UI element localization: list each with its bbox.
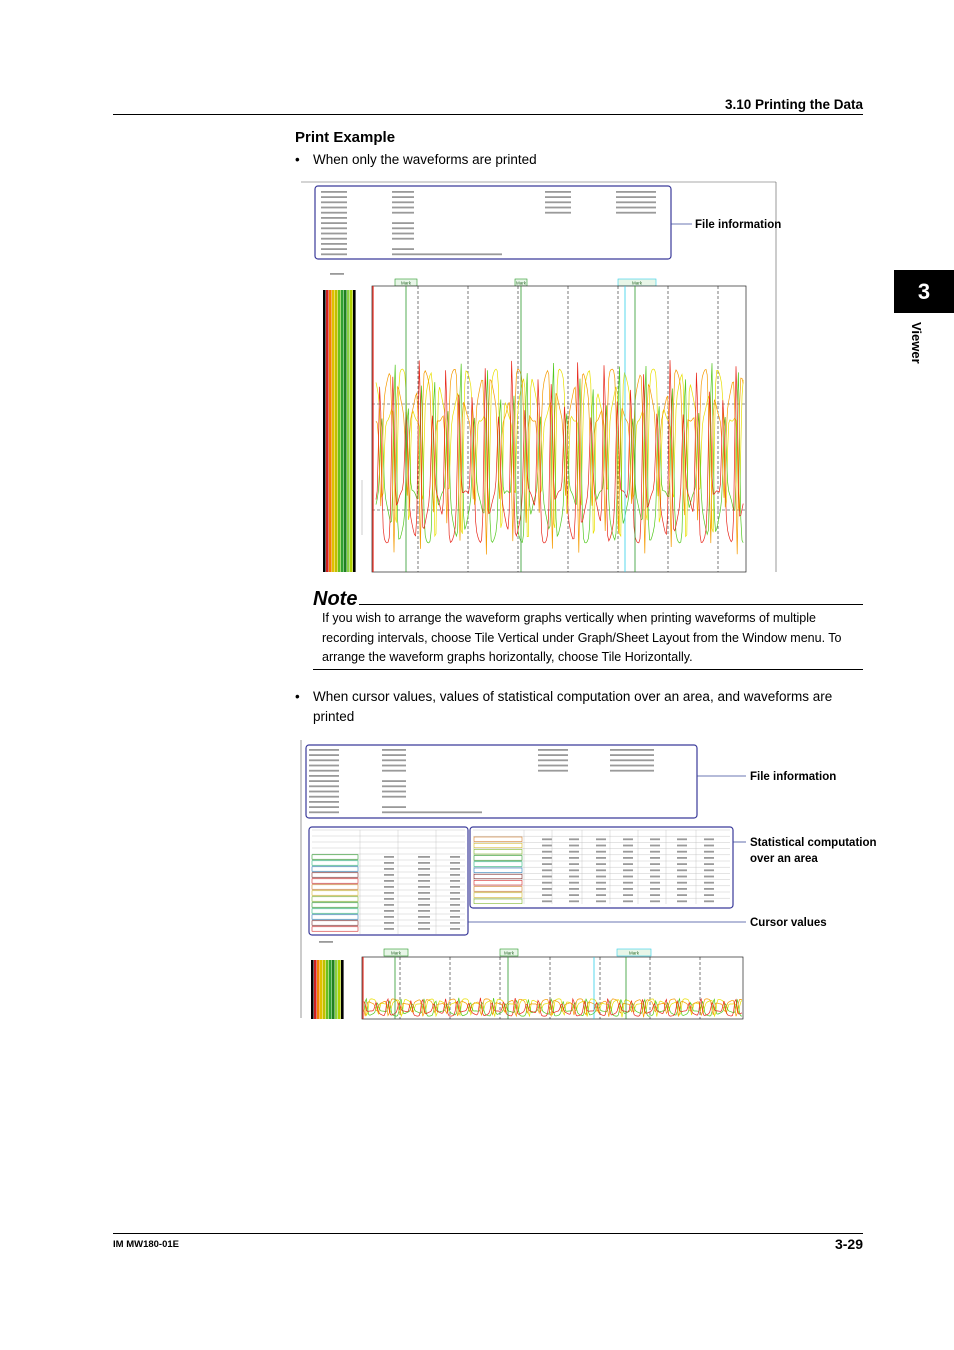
file-info-entry <box>538 759 568 761</box>
channel-cell <box>312 897 358 901</box>
footer-rule <box>113 1233 863 1234</box>
channel-color-bar <box>329 960 332 1019</box>
file-info-entry <box>309 801 339 803</box>
file-info-entry <box>382 811 482 813</box>
bullet-waveforms-only <box>295 150 855 170</box>
file-info-entry <box>321 253 347 255</box>
channel-color-bar <box>332 290 335 572</box>
table-cell <box>650 857 660 859</box>
file-info-entry <box>309 770 339 772</box>
channel-color-bar <box>347 290 350 572</box>
table-cell <box>596 863 606 865</box>
figure2-graphics <box>301 740 746 1019</box>
table-cell <box>418 874 430 876</box>
table-cell <box>384 928 394 930</box>
table-cell <box>650 894 660 896</box>
table-cell <box>450 928 460 930</box>
file-info-entry <box>382 754 406 756</box>
table-cell <box>450 904 460 906</box>
file-info-entry <box>610 765 654 767</box>
file-info-entry <box>321 196 347 198</box>
table-cell <box>542 888 552 890</box>
file-info-entry <box>382 791 406 793</box>
table-cell <box>650 876 660 878</box>
table-cell <box>569 845 579 847</box>
table-cell <box>450 874 460 876</box>
table-cell <box>450 910 460 912</box>
table-cell <box>450 892 460 894</box>
file-info-entry <box>309 806 339 808</box>
table-cell <box>384 856 394 858</box>
file-info-entry <box>309 791 339 793</box>
table-cell <box>677 900 687 902</box>
file-info-entry <box>392 191 414 193</box>
file-info-entry <box>616 207 656 209</box>
table-cell <box>596 894 606 896</box>
channel-cell <box>474 880 522 885</box>
table-cell <box>542 863 552 865</box>
file-info-entry <box>392 233 414 235</box>
table-cell <box>650 851 660 853</box>
print-example-heading: Print Example <box>295 129 396 146</box>
file-info-entry <box>610 770 654 772</box>
table-cell <box>650 888 660 890</box>
table-cell <box>569 851 579 853</box>
mark-tag-label: Mark <box>632 280 642 286</box>
file-info-entry <box>610 749 654 751</box>
file-info-entry <box>321 233 347 235</box>
bullet-cursor-stats <box>295 687 855 727</box>
figure-waveforms-print <box>300 180 780 575</box>
file-info-entry <box>309 780 339 782</box>
table-cell <box>542 857 552 859</box>
file-info-entry <box>538 770 568 772</box>
channel-color-bar <box>314 960 317 1019</box>
figure-cursor-stats-print <box>300 738 760 1020</box>
file-info-entry <box>545 201 571 203</box>
table-cell <box>384 916 394 918</box>
file-info-entry <box>382 749 406 751</box>
table-cell <box>596 838 606 840</box>
channel-cell <box>312 915 358 919</box>
table-cell <box>418 922 430 924</box>
table-cell <box>450 868 460 870</box>
table-cell <box>542 869 552 871</box>
channel-cell <box>474 837 522 842</box>
table-cell <box>704 900 714 902</box>
file-info-entry <box>392 248 414 250</box>
channel-cell <box>474 843 522 848</box>
file-info-entry <box>321 201 347 203</box>
table-cell <box>596 851 606 853</box>
table-cell <box>418 904 430 906</box>
table-cell <box>418 868 430 870</box>
table-cell <box>418 892 430 894</box>
channel-cell <box>474 849 522 854</box>
mark-tag-label: Mark <box>401 280 411 286</box>
table-cell <box>596 888 606 890</box>
channel-color-bar <box>320 960 323 1019</box>
channel-cell <box>474 893 522 898</box>
chapter-label: Viewer <box>909 322 924 364</box>
table-cell <box>542 882 552 884</box>
table-cell <box>650 900 660 902</box>
graph-label <box>319 941 333 943</box>
channel-cell <box>312 861 358 865</box>
table-cell <box>569 882 579 884</box>
file-info-entry <box>309 754 339 756</box>
file-info-entry <box>616 196 656 198</box>
file-info-entry <box>616 191 656 193</box>
file-info-entry <box>321 243 347 245</box>
table-cell <box>450 886 460 888</box>
file-info-entry <box>392 253 502 255</box>
table-cell <box>418 928 430 930</box>
table-cell <box>704 838 714 840</box>
table-cell <box>596 869 606 871</box>
mark-tag-label: Mark <box>516 280 526 286</box>
channel-color-bar <box>335 960 338 1019</box>
file-info-entry <box>545 196 571 198</box>
channel-color-bar <box>338 960 341 1019</box>
file-info-entry <box>392 201 414 203</box>
file-info-entry <box>392 212 414 214</box>
callout-stats-line1: Statistical computation <box>750 837 877 849</box>
file-info-entry <box>309 775 339 777</box>
table-cell <box>677 857 687 859</box>
file-info-entry <box>321 212 347 214</box>
note-rule-top <box>359 604 863 605</box>
file-info-entry <box>392 207 414 209</box>
table-cell <box>542 876 552 878</box>
table-cell <box>450 916 460 918</box>
file-info-entry <box>538 754 568 756</box>
table-cell <box>542 900 552 902</box>
table-cell <box>384 862 394 864</box>
file-info-entry <box>382 785 406 787</box>
table-cell <box>450 862 460 864</box>
table-cell <box>623 888 633 890</box>
table-cell <box>704 869 714 871</box>
table-cell <box>384 898 394 900</box>
table-cell <box>623 882 633 884</box>
file-info-entry <box>321 222 347 224</box>
table-cell <box>542 845 552 847</box>
file-info-entry <box>538 765 568 767</box>
file-info-entry <box>610 759 654 761</box>
channel-color-bar <box>311 960 314 1019</box>
table-cell <box>542 894 552 896</box>
file-info-entry <box>382 770 406 772</box>
channel-cell <box>312 879 358 883</box>
file-info-entry <box>309 759 339 761</box>
file-info-entry <box>616 201 656 203</box>
table-cell <box>623 869 633 871</box>
table-cell <box>623 900 633 902</box>
table-cell <box>623 863 633 865</box>
file-info-entry <box>545 212 571 214</box>
channel-color-bar <box>326 960 329 1019</box>
channel-color-bar <box>329 290 332 572</box>
file-info-entry <box>321 217 347 219</box>
table-cell <box>569 900 579 902</box>
table-cell <box>623 876 633 878</box>
file-info-entry <box>321 191 347 193</box>
channel-cell <box>312 927 358 931</box>
table-cell <box>623 857 633 859</box>
file-info-entry <box>309 765 339 767</box>
table-cell <box>384 892 394 894</box>
channel-color-bar <box>341 960 344 1019</box>
figure1-graphics <box>301 182 776 572</box>
bullet-text: When only the waveforms are printed <box>313 152 537 167</box>
table-cell <box>623 851 633 853</box>
page-number: 3-29 <box>834 1236 863 1252</box>
table-cell <box>384 874 394 876</box>
table-cell <box>450 922 460 924</box>
channel-color-bar <box>338 290 341 572</box>
table-cell <box>623 838 633 840</box>
table-cell <box>384 904 394 906</box>
bullet-symbol: • <box>295 689 300 704</box>
file-info-entry <box>309 811 339 813</box>
table-cell <box>569 888 579 890</box>
file-info-entry <box>309 785 339 787</box>
table-cell <box>418 862 430 864</box>
file-info-entry <box>392 238 414 240</box>
table-cell <box>650 838 660 840</box>
file-info-entry <box>382 780 406 782</box>
file-info-entry <box>321 227 347 229</box>
table-cell <box>384 886 394 888</box>
channel-color-bar <box>323 290 326 572</box>
channel-cell <box>312 909 358 913</box>
table-cell <box>596 876 606 878</box>
table-cell <box>677 863 687 865</box>
table-cell <box>542 838 552 840</box>
table-cell <box>704 888 714 890</box>
file-info-entry <box>382 765 406 767</box>
file-info-entry <box>309 749 339 751</box>
table-cell <box>650 863 660 865</box>
graph-area <box>362 957 743 1019</box>
channel-cell <box>474 856 522 861</box>
file-info-entry <box>392 222 414 224</box>
table-cell <box>704 876 714 878</box>
note-heading: Note <box>313 588 358 610</box>
channel-cell <box>312 873 358 877</box>
channel-cell <box>312 891 358 895</box>
channel-color-bar <box>332 960 335 1019</box>
channel-color-bar <box>353 290 356 572</box>
channel-cell <box>474 868 522 873</box>
channel-cell <box>312 921 358 925</box>
table-cell <box>569 894 579 896</box>
table-cell <box>384 868 394 870</box>
table-cell <box>569 863 579 865</box>
file-info-entry <box>321 207 347 209</box>
callout-file-information-1: File information <box>695 219 782 231</box>
channel-color-bar <box>323 960 326 1019</box>
table-cell <box>596 900 606 902</box>
table-cell <box>418 916 430 918</box>
graph-area <box>372 286 746 572</box>
channel-color-bar <box>317 960 320 1019</box>
channel-color-bar <box>335 290 338 572</box>
channel-cell <box>474 887 522 892</box>
table-cell <box>677 894 687 896</box>
file-info-entry <box>382 806 406 808</box>
table-cell <box>677 869 687 871</box>
table-cell <box>450 898 460 900</box>
table-cell <box>704 894 714 896</box>
table-cell <box>569 838 579 840</box>
table-cell <box>677 888 687 890</box>
table-cell <box>384 880 394 882</box>
table-cell <box>704 851 714 853</box>
table-cell <box>623 845 633 847</box>
callout-cursor-values: Cursor values <box>750 917 827 929</box>
document-code: IM MW180-01E <box>113 1239 179 1250</box>
note-body: If you wish to arrange the waveform graphs vertically when printing waveforms of multiple recording intervals, choose Tile Vertical under Graph/Sheet Layout from the Window menu. To arrange the waveform graphs horizontally, choose Tile Horizontally. <box>322 611 842 664</box>
table-cell <box>677 838 687 840</box>
channel-color-bar <box>344 290 347 572</box>
header-rule <box>113 114 863 115</box>
table-cell <box>418 910 430 912</box>
table-cell <box>542 851 552 853</box>
table-cell <box>677 882 687 884</box>
table-cell <box>704 857 714 859</box>
channel-cell <box>474 862 522 867</box>
channel-cell <box>312 885 358 889</box>
callout-file-information-2: File information <box>750 771 837 783</box>
mark-tag-label: Mark <box>504 950 514 956</box>
file-info-entry <box>545 191 571 193</box>
channel-color-bar <box>350 290 353 572</box>
channel-cell <box>474 899 522 904</box>
note-rule-bottom <box>313 669 863 670</box>
table-cell <box>704 863 714 865</box>
chapter-tab <box>894 270 954 313</box>
table-cell <box>384 910 394 912</box>
bullet-symbol: • <box>295 152 300 167</box>
channel-cell <box>474 874 522 879</box>
table-cell <box>650 845 660 847</box>
table-cell <box>418 886 430 888</box>
table-cell <box>596 882 606 884</box>
bullet-text: When cursor values, values of statistical computation over an area, and waveforms are printed <box>313 689 833 724</box>
section-title: 3.10 Printing the Data <box>724 97 863 112</box>
file-info-entry <box>321 238 347 240</box>
channel-color-bar <box>341 290 344 572</box>
table-cell <box>384 922 394 924</box>
chapter-number: 3 <box>917 278 931 304</box>
file-info-entry <box>392 196 414 198</box>
table-cell <box>418 856 430 858</box>
file-info-entry <box>610 754 654 756</box>
mark-tag-label: Mark <box>391 950 401 956</box>
table-cell <box>569 857 579 859</box>
table-cell <box>650 882 660 884</box>
graph-label <box>330 273 344 275</box>
file-info-entry <box>616 212 656 214</box>
table-cell <box>704 845 714 847</box>
table-cell <box>596 857 606 859</box>
table-cell <box>650 869 660 871</box>
table-cell <box>623 894 633 896</box>
channel-cell <box>312 855 358 859</box>
channel-cell <box>312 903 358 907</box>
file-info-entry <box>309 796 339 798</box>
table-cell <box>569 876 579 878</box>
mark-tag-label: Mark <box>629 950 639 956</box>
table-cell <box>418 880 430 882</box>
file-info-entry <box>382 796 406 798</box>
callout-statistical-computation <box>750 835 877 867</box>
callout-stats-line2: over an area <box>750 853 818 865</box>
table-cell <box>450 856 460 858</box>
channel-cell <box>312 867 358 871</box>
file-info-entry <box>321 248 347 250</box>
table-cell <box>418 898 430 900</box>
table-cell <box>569 869 579 871</box>
table-cell <box>677 851 687 853</box>
table-cell <box>704 882 714 884</box>
file-info-entry <box>392 227 414 229</box>
channel-color-bar <box>326 290 329 572</box>
file-info-entry <box>382 759 406 761</box>
table-cell <box>677 876 687 878</box>
file-info-entry <box>538 749 568 751</box>
file-info-entry <box>545 207 571 209</box>
table-cell <box>677 845 687 847</box>
table-cell <box>450 880 460 882</box>
table-cell <box>596 845 606 847</box>
